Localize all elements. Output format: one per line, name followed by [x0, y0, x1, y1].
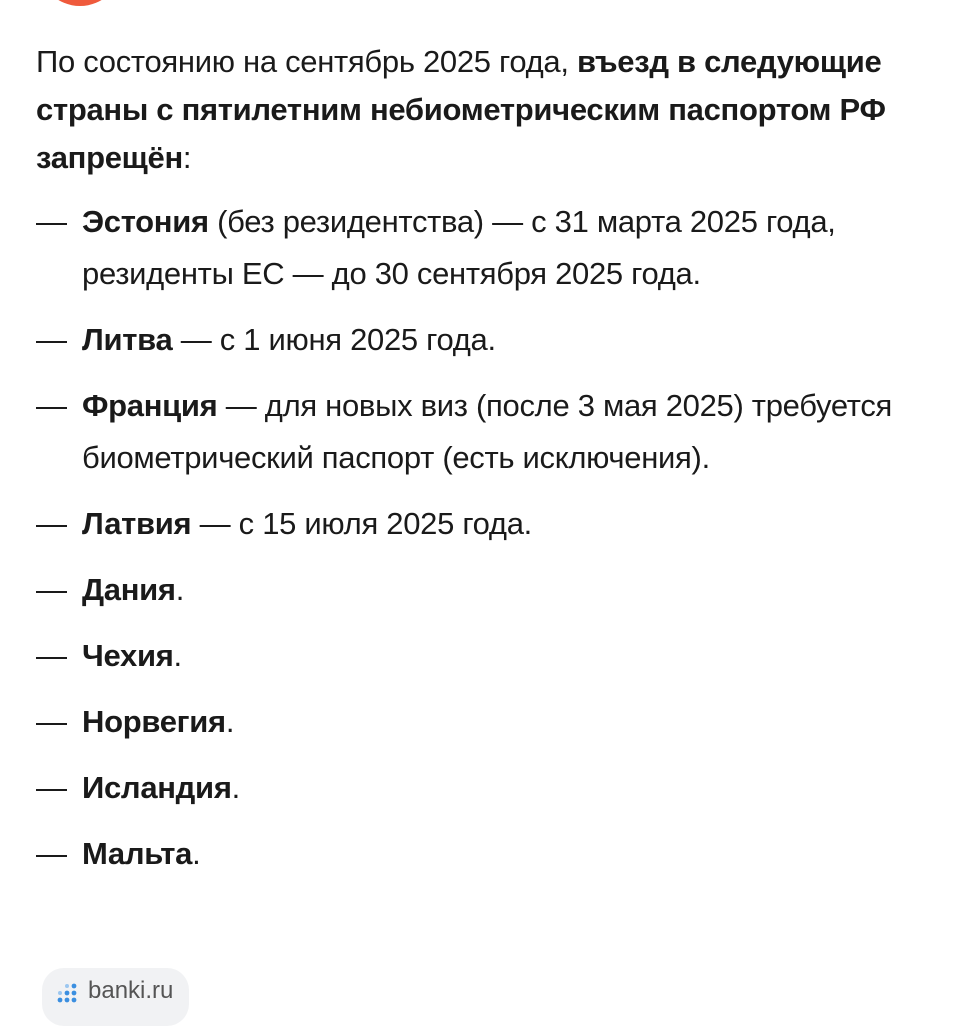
country-list	[36, 196, 936, 880]
dash-bullet: —	[36, 322, 67, 357]
source-label: banki.ru	[88, 977, 174, 1004]
list-item-text	[82, 564, 936, 616]
list-item-latvia	[36, 498, 936, 550]
intro-paragraph	[36, 38, 936, 182]
country-detail: .	[192, 836, 201, 871]
country-name: Чехия	[82, 638, 174, 673]
country-name: Латвия	[82, 506, 192, 541]
list-item-estonia	[36, 196, 936, 300]
dash-bullet: —	[36, 388, 67, 423]
list-item-text	[82, 828, 936, 880]
dash-bullet: —	[36, 836, 67, 871]
list-item-czechia	[36, 630, 936, 682]
country-detail: — с 1 июня 2025 года.	[172, 322, 496, 357]
banki-dots-icon	[56, 980, 80, 1004]
intro-bold-phrase: въезд в следующие страны с пятилетним небиометрическим паспортом РФ запрещён	[36, 44, 886, 175]
country-name: Исландия	[82, 770, 232, 805]
country-detail: — с 15 июля 2025 года.	[191, 506, 532, 541]
list-item-norway	[36, 696, 936, 748]
list-item-iceland	[36, 762, 936, 814]
intro-suffix: :	[182, 140, 192, 175]
list-item-text	[82, 380, 936, 484]
list-item-france	[36, 380, 936, 484]
list-item-text	[82, 762, 936, 814]
answer-article	[36, 38, 936, 894]
list-item-lithuania	[36, 314, 936, 366]
country-name: Дания	[82, 572, 176, 607]
country-name: Эстония	[82, 204, 209, 239]
list-item-text	[82, 630, 936, 682]
list-item-text	[82, 196, 936, 300]
list-item-text	[82, 696, 936, 748]
list-item-text	[82, 314, 936, 366]
list-item-denmark	[36, 564, 936, 616]
country-detail: .	[175, 572, 185, 607]
dash-bullet: —	[36, 204, 67, 239]
source-chip-banki[interactable]	[42, 968, 189, 1026]
source-avatar	[38, 0, 122, 6]
country-detail: — для новых виз (после 3 мая 2025) требуется биометрический паспорт (есть исключения).	[82, 388, 893, 475]
country-name: Литва	[82, 322, 173, 357]
country-name: Норвегия	[82, 704, 226, 739]
country-detail: .	[231, 770, 240, 805]
dash-bullet: —	[36, 572, 67, 607]
list-item-malta	[36, 828, 936, 880]
list-item-text	[82, 498, 936, 550]
country-detail: .	[225, 704, 235, 739]
intro-prefix: По состоянию на сентябрь 2025 года,	[36, 44, 577, 79]
dash-bullet: —	[36, 638, 67, 673]
country-name: Франция	[82, 388, 218, 423]
country-detail: .	[173, 638, 182, 673]
country-detail: (без резидентства) — с 31 марта 2025 года, резиденты ЕС — до 30 сентября 2025 года.	[82, 204, 836, 291]
dash-bullet: —	[36, 770, 67, 805]
dash-bullet: —	[36, 506, 67, 541]
dash-bullet: —	[36, 704, 67, 739]
country-name: Мальта	[82, 836, 193, 871]
